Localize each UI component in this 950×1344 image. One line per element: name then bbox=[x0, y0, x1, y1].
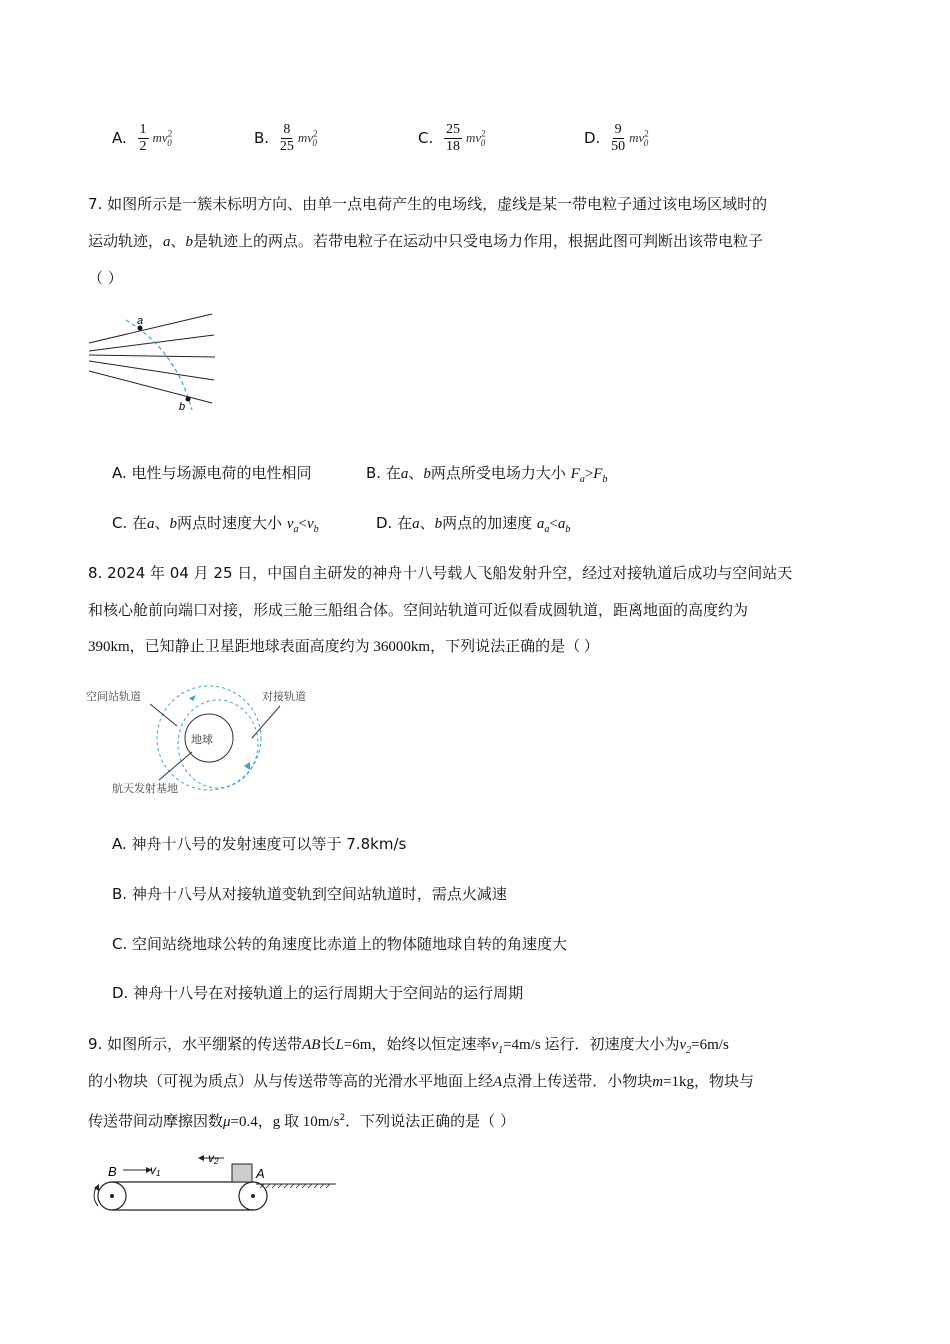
q8-orbit-figure bbox=[84, 682, 324, 798]
q6-option-a[interactable]: A. $\frac{1}{2}$ $mv^2_0$ bbox=[112, 122, 173, 154]
label-earth: 地球 bbox=[191, 734, 213, 746]
q9-stem-line1: 9. 如图所示，水平绷紧的传送带AB长L=6m，始终以恒定速率$v_1=4m/s$ 运行．初速度大小为$v_2=6m/s$ bbox=[88, 1035, 729, 1056]
ground-hatching bbox=[260, 1184, 330, 1188]
q7-option-d[interactable]: D. 在a、b两点的加速度 $a_a<a_b$ bbox=[376, 514, 571, 535]
label-A: A bbox=[256, 1166, 265, 1181]
q8-option-b[interactable]: B. 神舟十八号从对接轨道变轨到空间站轨道时，需点火减速 bbox=[112, 885, 507, 903]
fraction: $\frac{8}{25}$ bbox=[279, 122, 294, 154]
fraction: $\frac{1}{2}$ bbox=[139, 122, 147, 154]
leader-line bbox=[159, 752, 192, 780]
q7-stem-line2: 运动轨迹，a、b是轨迹上的两点。若带电粒子在运动中只受电场力作用，根据此图可判断出该带电粒子 bbox=[88, 232, 764, 250]
leader-line bbox=[150, 704, 177, 726]
q6-option-d[interactable]: D. $\frac{9}{50}$ $mv^2_0$ bbox=[584, 122, 649, 154]
q7-option-b[interactable]: B. 在a、b两点所受电场力大小 $F_a>F_b$ bbox=[366, 464, 608, 485]
label-b: b bbox=[179, 401, 186, 413]
q9-stem-line3: 传送带间动摩擦因数μ=0.4，g 取 $10m/s^2$．下列说法正确的是（ ） bbox=[88, 1112, 515, 1130]
q7-option-c[interactable]: C. 在a、b两点时速度大小 $v_a<v_b$ bbox=[112, 514, 319, 535]
label-docking-orbit: 对接轨道 bbox=[262, 691, 306, 703]
leader-line bbox=[252, 706, 280, 738]
q7-field-lines-figure bbox=[86, 310, 221, 418]
rotation-arrow bbox=[94, 1188, 98, 1206]
q8-stem-line2: 和核心舱前向端口对接，形成三舱三船组合体。空间站轨道可近似看成圆轨道，距离地面的高度约为 bbox=[88, 601, 749, 619]
field-line bbox=[89, 371, 212, 403]
q8-stem-line1: 8. 2024 年 04 月 25 日，中国自主研发的神舟十八号载人飞船发射升空，经过对接轨道后成功与空间站天 bbox=[88, 564, 793, 582]
fraction: $\frac{25}{18}$ bbox=[446, 122, 461, 154]
q8-option-c[interactable]: C. 空间站绕地球公转的角速度比赤道上的物体随地球自转的角速度大 bbox=[112, 935, 568, 953]
orbit-arrow bbox=[244, 762, 250, 770]
small-block bbox=[232, 1164, 252, 1182]
q9-conveyor-figure bbox=[84, 1148, 344, 1218]
fraction: $\frac{9}{50}$ bbox=[611, 122, 626, 154]
label-launch-base: 航天发射基地 bbox=[112, 783, 178, 795]
label-v1: v1 bbox=[150, 1163, 161, 1178]
orbit-arrow bbox=[189, 695, 196, 701]
q6-option-b[interactable]: B. $\frac{8}{25}$ $mv^2_0$ bbox=[254, 122, 318, 154]
trajectory-dashed bbox=[126, 320, 192, 410]
field-line bbox=[89, 355, 215, 357]
q8-stem-line3: 390km，已知静止卫星距地球表面高度约为 36000km，下列说法正确的是（ ） bbox=[88, 639, 599, 655]
q8-option-a[interactable]: A. 神舟十八号的发射速度可以等于 7.8km/s bbox=[112, 835, 407, 853]
label-a: a bbox=[137, 315, 144, 327]
label-station-orbit: 空间站轨道 bbox=[86, 691, 141, 703]
q7-stem-line1: 7. 如图所示是一簇未标明方向、由单一点电荷产生的电场线，虚线是某一带电粒子通过该电场区域时的 bbox=[88, 195, 768, 213]
q7-answer-blank: （ ） bbox=[88, 269, 123, 287]
q6-option-c[interactable]: C. $\frac{25}{18}$ $mv^2_0$ bbox=[418, 122, 486, 154]
q8-option-d[interactable]: D. 神舟十八号在对接轨道上的运行周期大于空间站的运行周期 bbox=[112, 984, 524, 1002]
label-v2: v2 bbox=[208, 1151, 219, 1166]
label-B: B bbox=[108, 1164, 117, 1179]
point-b bbox=[186, 397, 191, 402]
q9-stem-line2: 的小物块（可视为质点）从与传送带等高的光滑水平地面上经A点滑上传送带．小物块m=1kg，物块与 bbox=[88, 1072, 755, 1090]
docking-orbit bbox=[178, 700, 258, 788]
q7-option-a[interactable]: A. 电性与场源电荷的电性相同 bbox=[112, 464, 312, 482]
field-line bbox=[89, 361, 214, 380]
field-line bbox=[89, 335, 214, 351]
